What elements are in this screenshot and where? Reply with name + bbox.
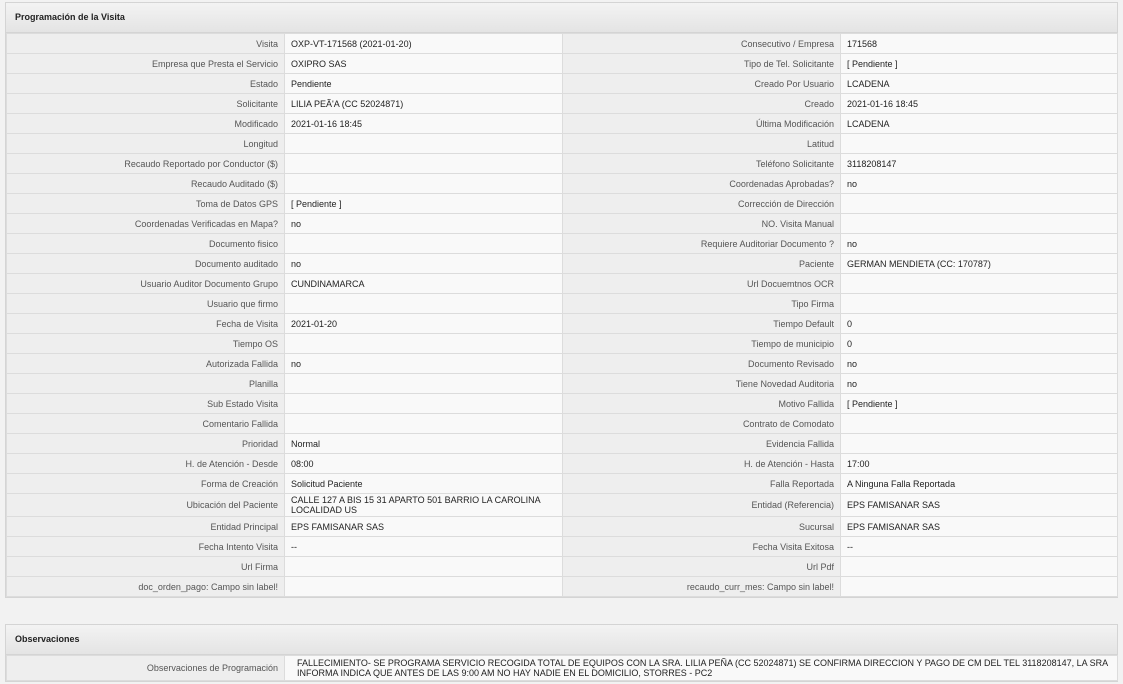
field-value (285, 294, 563, 314)
field-label: Documento Revisado (563, 354, 841, 374)
field-value: 0 (841, 334, 1118, 354)
field-value: no (841, 354, 1118, 374)
field-value: 0 (841, 314, 1118, 334)
field-value: 2021-01-16 18:45 (841, 94, 1118, 114)
detail-row (7, 214, 1118, 234)
field-label: Sucursal (563, 517, 841, 537)
field-label: Creado Por Usuario (563, 74, 841, 94)
field-label: Entidad (Referencia) (563, 494, 841, 517)
field-label: Requiere Auditoriar Documento ? (563, 234, 841, 254)
field-value (841, 214, 1118, 234)
field-value: OXIPRO SAS (285, 54, 563, 74)
field-value (285, 577, 563, 597)
detail-row (7, 374, 1118, 394)
detail-row (7, 454, 1118, 474)
detail-row (7, 434, 1118, 454)
detail-row (7, 34, 1118, 54)
field-label: Url Pdf (563, 557, 841, 577)
field-label: Tiene Novedad Auditoria (563, 374, 841, 394)
field-value: LILIA PEÃ'A (CC 52024871) (285, 94, 563, 114)
field-value (285, 154, 563, 174)
field-label: Tiempo de municipio (563, 334, 841, 354)
field-label: Contrato de Comodato (563, 414, 841, 434)
field-label: Modificado (7, 114, 285, 134)
field-label: Forma de Creación (7, 474, 285, 494)
field-value (285, 394, 563, 414)
field-label: Tipo Firma (563, 294, 841, 314)
field-value: 17:00 (841, 454, 1118, 474)
detail-row (7, 194, 1118, 214)
field-label: H. de Atención - Hasta (563, 454, 841, 474)
field-label: Fecha Intento Visita (7, 537, 285, 557)
observations-table (6, 655, 1118, 681)
field-value (285, 134, 563, 154)
field-value (841, 434, 1118, 454)
field-value: Pendiente (285, 74, 563, 94)
field-value: 2021-01-20 (285, 314, 563, 334)
field-label: Ubicación del Paciente (7, 494, 285, 517)
field-label: Motivo Fallida (563, 394, 841, 414)
field-label: Url Firma (7, 557, 285, 577)
field-label: Visita (7, 34, 285, 54)
field-label: Coordenadas Verificadas en Mapa? (7, 214, 285, 234)
field-label: Latitud (563, 134, 841, 154)
field-label: Comentario Fallida (7, 414, 285, 434)
detail-row (7, 174, 1118, 194)
field-value: EPS FAMISANAR SAS (841, 517, 1118, 537)
detail-row (7, 494, 1118, 517)
field-label: Coordenadas Aprobadas? (563, 174, 841, 194)
field-value: CUNDINAMARCA (285, 274, 563, 294)
detail-row (7, 134, 1118, 154)
field-value: OXP-VT-171568 (2021-01-20) (285, 34, 563, 54)
detail-row (7, 537, 1118, 557)
detail-row (7, 314, 1118, 334)
visit-details-table (6, 33, 1118, 597)
field-label: doc_orden_pago: Campo sin label! (7, 577, 285, 597)
detail-row (7, 254, 1118, 274)
field-value: no (285, 254, 563, 274)
detail-row (7, 94, 1118, 114)
field-label: H. de Atención - Desde (7, 454, 285, 474)
field-value (841, 294, 1118, 314)
field-value: CALLE 127 A BIS 15 31 APARTO 501 BARRIO LA CAROLINA LOCALIDAD US (285, 494, 563, 517)
observations-panel-title: Observaciones (6, 625, 1117, 655)
field-label: Tipo de Tel. Solicitante (563, 54, 841, 74)
field-label: Falla Reportada (563, 474, 841, 494)
field-value (841, 414, 1118, 434)
field-value: [ Pendiente ] (285, 194, 563, 214)
detail-row (7, 274, 1118, 294)
visit-panel (5, 2, 1118, 598)
field-value: A Ninguna Falla Reportada (841, 474, 1118, 494)
field-label: Toma de Datos GPS (7, 194, 285, 214)
detail-row (7, 154, 1118, 174)
field-label: Sub Estado Visita (7, 394, 285, 414)
field-value: LCADENA (841, 74, 1118, 94)
field-value: no (841, 174, 1118, 194)
field-label: Fecha Visita Exitosa (563, 537, 841, 557)
field-label: Autorizada Fallida (7, 354, 285, 374)
field-label: Planilla (7, 374, 285, 394)
field-value: 3118208147 (841, 154, 1118, 174)
field-label: Fecha de Visita (7, 314, 285, 334)
field-value: 2021-01-16 18:45 (285, 114, 563, 134)
field-label: Solicitante (7, 94, 285, 114)
field-label: Consecutivo / Empresa (563, 34, 841, 54)
field-value: [ Pendiente ] (841, 54, 1118, 74)
field-value (285, 374, 563, 394)
field-label: Tiempo OS (7, 334, 285, 354)
field-value: Solicitud Paciente (285, 474, 563, 494)
field-value: Normal (285, 434, 563, 454)
field-label: Recaudo Auditado ($) (7, 174, 285, 194)
detail-row (7, 474, 1118, 494)
field-value: LCADENA (841, 114, 1118, 134)
observations-value: FALLECIMIENTO- SE PROGRAMA SERVICIO RECOGIDA TOTAL DE EQUIPOS CON LA SRA. LILIA PEÑA (CC 52024871) SE CONFIRMA DIRECCION Y PAGO DE CM DEL TEL 3118208147, LA SRA INFORMA INDICA QUE ANTES DE LAS 9:00 AM NO HAY NADIE EN EL DOMICILIO, STORRES - PC2 (285, 656, 1118, 681)
field-value: no (285, 214, 563, 234)
detail-row (7, 234, 1118, 254)
field-label: Teléfono Solicitante (563, 154, 841, 174)
detail-row (7, 334, 1118, 354)
field-label: Empresa que Presta el Servicio (7, 54, 285, 74)
field-label: Prioridad (7, 434, 285, 454)
field-value: 08:00 (285, 454, 563, 474)
field-value (285, 334, 563, 354)
field-label: Documento fisico (7, 234, 285, 254)
detail-row (7, 54, 1118, 74)
field-value: EPS FAMISANAR SAS (841, 494, 1118, 517)
field-label: Usuario Auditor Documento Grupo (7, 274, 285, 294)
field-value (285, 234, 563, 254)
detail-row (7, 114, 1118, 134)
field-label: Paciente (563, 254, 841, 274)
field-label: Longitud (7, 134, 285, 154)
observations-panel (5, 624, 1118, 682)
field-label: Recaudo Reportado por Conductor ($) (7, 154, 285, 174)
detail-row (7, 394, 1118, 414)
field-value: no (841, 374, 1118, 394)
field-value: -- (841, 537, 1118, 557)
detail-row (7, 577, 1118, 597)
field-value: 171568 (841, 34, 1118, 54)
observations-label: Observaciones de Programación (7, 656, 285, 681)
field-value (841, 274, 1118, 294)
observations-row (7, 656, 1118, 681)
field-label: Tiempo Default (563, 314, 841, 334)
detail-row (7, 517, 1118, 537)
detail-row (7, 294, 1118, 314)
field-value (285, 174, 563, 194)
field-label: Creado (563, 94, 841, 114)
field-value: EPS FAMISANAR SAS (285, 517, 563, 537)
visit-panel-title: Programación de la Visita (6, 3, 1117, 33)
detail-row (7, 354, 1118, 374)
field-label: Usuario que firmo (7, 294, 285, 314)
field-value (841, 134, 1118, 154)
field-label: Evidencia Fallida (563, 434, 841, 454)
field-label: recaudo_curr_mes: Campo sin label! (563, 577, 841, 597)
field-value: [ Pendiente ] (841, 394, 1118, 414)
detail-row (7, 414, 1118, 434)
field-value (841, 194, 1118, 214)
field-value (841, 557, 1118, 577)
field-label: Documento auditado (7, 254, 285, 274)
field-value: -- (285, 537, 563, 557)
field-value (841, 577, 1118, 597)
field-value (285, 557, 563, 577)
field-value: no (285, 354, 563, 374)
field-value: GERMAN MENDIETA (CC: 170787) (841, 254, 1118, 274)
detail-row (7, 74, 1118, 94)
detail-row (7, 557, 1118, 577)
field-value: no (841, 234, 1118, 254)
field-label: Estado (7, 74, 285, 94)
field-label: Corrección de Dirección (563, 194, 841, 214)
field-label: NO. Visita Manual (563, 214, 841, 234)
field-label: Entidad Principal (7, 517, 285, 537)
field-label: Última Modificación (563, 114, 841, 134)
field-label: Url Docuemtnos OCR (563, 274, 841, 294)
field-value (285, 414, 563, 434)
